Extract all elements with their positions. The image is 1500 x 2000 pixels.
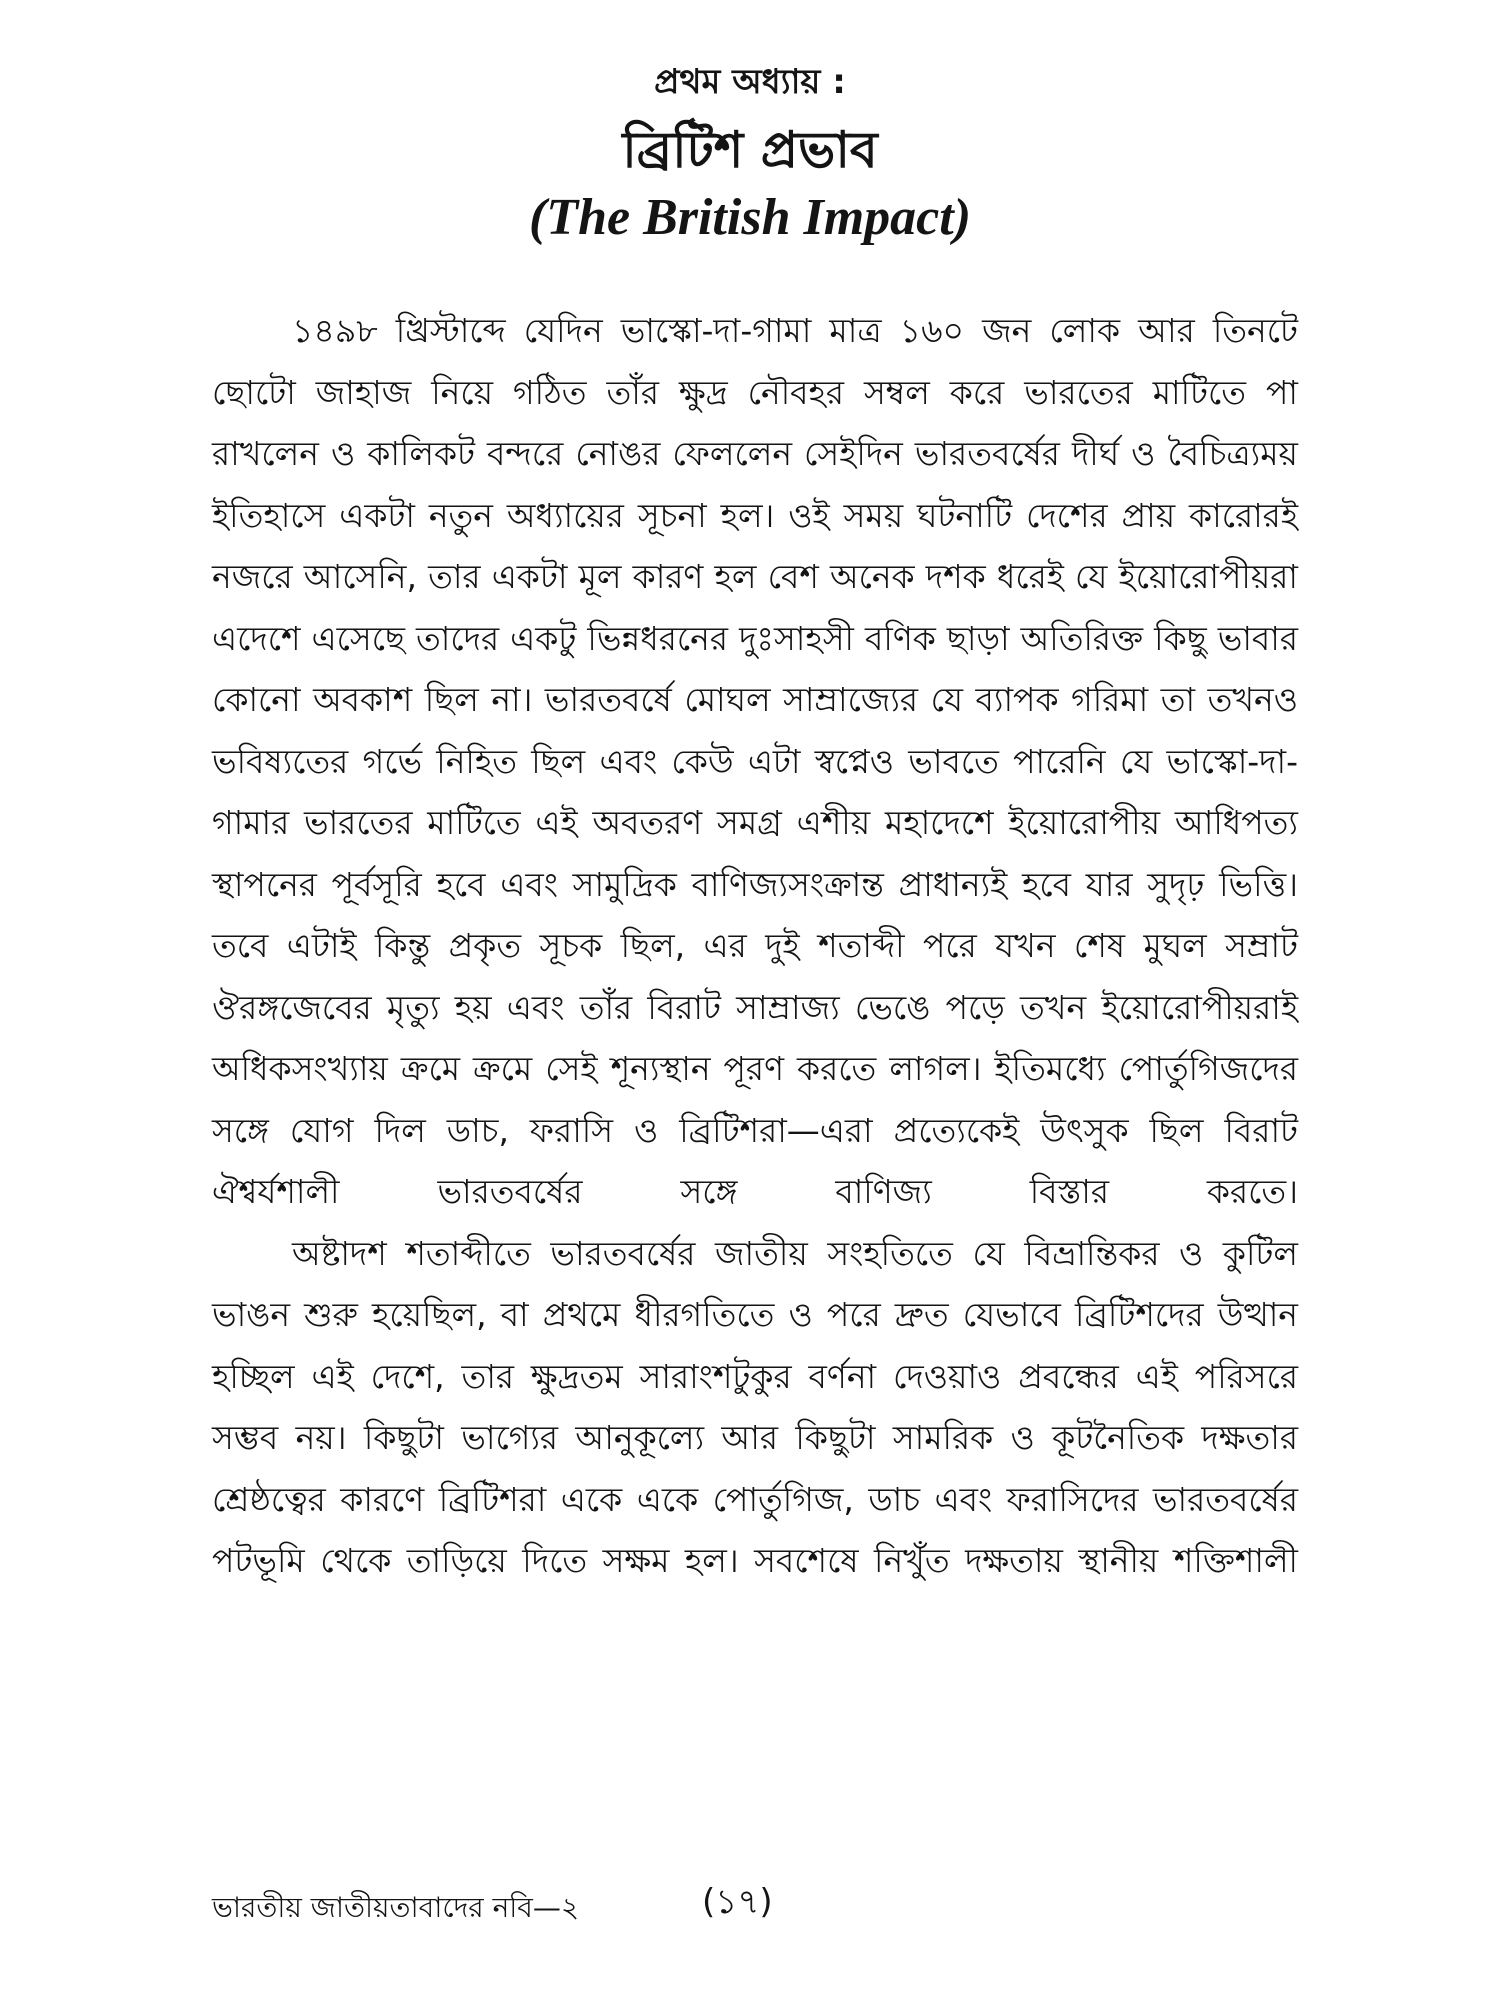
chapter-label: প্রথম অধ্যায় : [654,62,846,102]
paragraph-1: ১৪৯৮ খ্রিস্টাব্দে যেদিন ভাস্কো-দা-গামা মাত্র ১৬০ জন লোক আর তিনটে ছোটো জাহাজ নিয়ে গঠিত তাঁর ক্ষুদ্র নৌবহর সম্বল করে ভারতের মাটিতে পা রাখলেন ও কালিকট বন্দরে নোঙর ফেললেন সেইদিন ভারতবর্ষের দীর্ঘ ও বৈচিত্র্যময় ইতিহাসে একটা নতুন অধ্যায়ের সূচনা হল। ওই সময় ঘটনাটি দেশের প্রায় কারোরই নজরে আসেনি, তার একটা মূল কারণ হল বেশ অনেক দশক ধরেই যে ইয়োরোপীয়রা এদেশে এসেছে তাদের একটু ভিন্নধরনের দুঃসাহসী বণিক ছাড়া অতিরিক্ত কিছু ভাবার কোনো অবকাশ ছিল না। ভারতবর্ষে মোঘল সাম্রাজ্যের যে ব্যাপক গরিমা তা তখনও ভবিষ্যতের গর্ভে নিহিত ছিল এবং কেউ এটা স্বপ্নেও ভাবতে পারেনি যে ভাস্কো-দা-গামার ভারতের মাটিতে এই অবতরণ সমগ্র এশীয় মহাদেশে ইয়োরোপীয় আধিপত্য স্থাপনের পূর্বসূরি হবে এবং সামুদ্রিক বাণিজ্যসংক্রান্ত প্রাধান্যই হবে যার সুদৃঢ় ভিত্তি। তবে এটাই কিন্তু প্রকৃত সূচক ছিল, এর দুই শতাব্দী পরে যখন শেষ মুঘল সম্রাট ঔরঙ্গজেবের মৃত্যু হয় এবং তাঁর বিরাট সাম্রাজ্য ভেঙে পড়ে তখন ইয়োরোপীয়রাই অধিকসংখ্যায় ক্রমে ক্রমে সেই শূন্যস্থান পূরণ করতে লাগল। ইতিমধ্যে পোর্তুগিজদের সঙ্গে যোগ দিল ডাচ, ফরাসি ও ব্রিটিশরা—এরা প্রত্যেকেই উৎসুক ছিল বিরাট ঐশ্বর্যশালী ভারতবর্ষের সঙ্গে বাণিজ্য বিস্তার করতে। [212,311,1298,1211]
body-text [212,300,1298,1592]
chapter-subtitle-english: (The British Impact) [528,189,972,246]
running-book-title: ভারতীয় জাতীয়তাবাদের নবি—২ [212,1891,580,1924]
chapter-title: ব্রিটিশ প্রভাব [622,121,878,179]
page-footer [212,1880,1112,1936]
page-number: (১৭) [702,1882,773,1922]
paragraph-2: অষ্টাদশ শতাব্দীতে ভারতবর্ষের জাতীয় সংহতিতে যে বিভ্রান্তিকর ও কুটিল ভাঙন শুরু হয়েছিল, বা প্রথমে ধীরগতিতে ও পরে দ্রুত যেভাবে ব্রিটিশদের উত্থান হচ্ছিল এই দেশে, তার ক্ষুদ্রতম সারাংশটুকুর বর্ণনা দেওয়াও প্রবন্ধের এই পরিসরে সম্ভব নয়। কিছুটা ভাগ্যের আনুকূল্যে আর কিছুটা সামরিক ও কূটনৈতিক দক্ষতার শ্রেষ্ঠত্বের কারণে ব্রিটিশরা একে একে পোর্তুগিজ, ডাচ এবং ফরাসিদের ভারতবর্ষের পটভূমি থেকে তাড়িয়ে দিতে সক্ষম হল। সবশেষে নিখুঁত দক্ষতায় স্থানীয় শক্তিশালী [212,1233,1298,1580]
